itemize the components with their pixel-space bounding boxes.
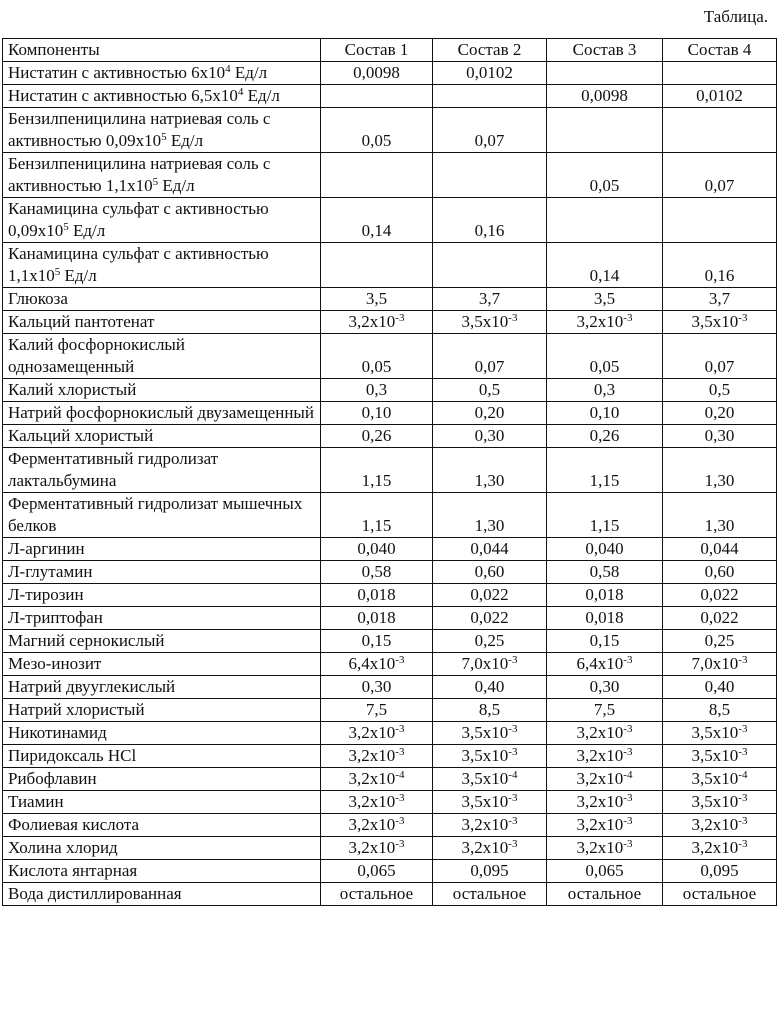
composition-4-value: 0,16 bbox=[663, 243, 777, 288]
component-name: Кальций хлористый bbox=[3, 425, 321, 448]
table-row bbox=[3, 860, 777, 883]
composition-2-value: $7,0х10^{-3}$ bbox=[433, 653, 547, 676]
table-row bbox=[3, 653, 777, 676]
component-name: Тиамин bbox=[3, 791, 321, 814]
composition-3-value: 0,040 bbox=[547, 538, 663, 561]
component-name: Фолиевая кислота bbox=[3, 814, 321, 837]
composition-4-value: 0,0102 bbox=[663, 85, 777, 108]
composition-3-value: 0,58 bbox=[547, 561, 663, 584]
composition-2-value: остальное bbox=[433, 883, 547, 906]
composition-2-value: 0,25 bbox=[433, 630, 547, 653]
component-name: Л-аргинин bbox=[3, 538, 321, 561]
table-row bbox=[3, 379, 777, 402]
composition-3-value bbox=[547, 62, 663, 85]
composition-2-value: $3,5х10^{-3}$ bbox=[433, 745, 547, 768]
component-name: Глюкоза bbox=[3, 288, 321, 311]
composition-2-value: 1,30 bbox=[433, 448, 547, 493]
table-row bbox=[3, 153, 777, 198]
component-name: Натрий хлористый bbox=[3, 699, 321, 722]
table-row bbox=[3, 791, 777, 814]
composition-2-value: 0,20 bbox=[433, 402, 547, 425]
component-name: Кальций пантотенат bbox=[3, 311, 321, 334]
composition-3-value: 1,15 bbox=[547, 448, 663, 493]
composition-4-value: 0,07 bbox=[663, 334, 777, 379]
component-name: Магний сернокислый bbox=[3, 630, 321, 653]
table-row bbox=[3, 584, 777, 607]
composition-2-value bbox=[433, 243, 547, 288]
composition-2-value: 0,07 bbox=[433, 108, 547, 153]
composition-2-value: 0,5 bbox=[433, 379, 547, 402]
table-caption: Таблица. bbox=[703, 7, 768, 26]
composition-3-value: 0,10 bbox=[547, 402, 663, 425]
component-name: Натрий двууглекислый bbox=[3, 676, 321, 699]
composition-2-value: 0,60 bbox=[433, 561, 547, 584]
header-composition-1: Состав 1 bbox=[321, 39, 433, 62]
composition-4-value: $3,5х10^{-4}$ bbox=[663, 768, 777, 791]
composition-3-value: 0,018 bbox=[547, 584, 663, 607]
composition-4-value: $3,2х10^{-3}$ bbox=[663, 814, 777, 837]
composition-4-value: $3,2х10^{-3}$ bbox=[663, 837, 777, 860]
composition-3-value: $3,2х10^{-3}$ bbox=[547, 791, 663, 814]
composition-2-value: 3,7 bbox=[433, 288, 547, 311]
table-row bbox=[3, 630, 777, 653]
composition-4-value: 0,022 bbox=[663, 584, 777, 607]
composition-3-value: 0,05 bbox=[547, 153, 663, 198]
composition-3-value: $3,2х10^{-3}$ bbox=[547, 837, 663, 860]
composition-1-value: 0,05 bbox=[321, 108, 433, 153]
composition-1-value: 7,5 bbox=[321, 699, 433, 722]
composition-2-value bbox=[433, 153, 547, 198]
composition-2-value: 0,095 bbox=[433, 860, 547, 883]
composition-2-value: 0,044 bbox=[433, 538, 547, 561]
composition-1-value: 1,15 bbox=[321, 493, 433, 538]
composition-3-value: 0,15 bbox=[547, 630, 663, 653]
composition-table bbox=[2, 38, 777, 906]
composition-2-value: $3,2х10^{-3}$ bbox=[433, 837, 547, 860]
composition-4-value: 0,022 bbox=[663, 607, 777, 630]
table-row bbox=[3, 538, 777, 561]
component-name: Л-глутамин bbox=[3, 561, 321, 584]
composition-1-value: 0,3 bbox=[321, 379, 433, 402]
table-row bbox=[3, 699, 777, 722]
composition-4-value bbox=[663, 108, 777, 153]
composition-2-value: $3,5х10^{-3}$ bbox=[433, 791, 547, 814]
composition-1-value: $3,2х10^{-4}$ bbox=[321, 768, 433, 791]
header-components: Компоненты bbox=[3, 39, 321, 62]
component-name: Бензилпеницилина натриевая соль с активностью $0,09х10^5$ Ед/л bbox=[3, 108, 321, 153]
table-row bbox=[3, 837, 777, 860]
table-row bbox=[3, 243, 777, 288]
component-name: Канамицина сульфат с активностью $1,1х10^5$ Ед/л bbox=[3, 243, 321, 288]
composition-1-value: 0,30 bbox=[321, 676, 433, 699]
composition-3-value: 0,3 bbox=[547, 379, 663, 402]
component-name: Кислота янтарная bbox=[3, 860, 321, 883]
header-composition-4: Состав 4 bbox=[663, 39, 777, 62]
composition-3-value: $3,2х10^{-3}$ bbox=[547, 814, 663, 837]
composition-2-value: 0,30 bbox=[433, 425, 547, 448]
component-name: Л-тирозин bbox=[3, 584, 321, 607]
header-composition-3: Состав 3 bbox=[547, 39, 663, 62]
composition-2-value: $3,5х10^{-4}$ bbox=[433, 768, 547, 791]
composition-4-value: $3,5х10^{-3}$ bbox=[663, 722, 777, 745]
composition-3-value: 0,018 bbox=[547, 607, 663, 630]
composition-3-value: 3,5 bbox=[547, 288, 663, 311]
composition-3-value: 0,065 bbox=[547, 860, 663, 883]
table-row bbox=[3, 814, 777, 837]
composition-1-value: 0,14 bbox=[321, 198, 433, 243]
composition-4-value: 1,30 bbox=[663, 448, 777, 493]
composition-2-value: 0,022 bbox=[433, 607, 547, 630]
composition-1-value: 1,15 bbox=[321, 448, 433, 493]
composition-3-value: $3,2х10^{-3}$ bbox=[547, 722, 663, 745]
composition-1-value: 0,10 bbox=[321, 402, 433, 425]
table-row bbox=[3, 768, 777, 791]
composition-1-value: остальное bbox=[321, 883, 433, 906]
table-body bbox=[3, 62, 777, 906]
composition-3-value: $3,2х10^{-3}$ bbox=[547, 745, 663, 768]
header-composition-2: Состав 2 bbox=[433, 39, 547, 62]
composition-2-value bbox=[433, 85, 547, 108]
composition-4-value: 1,30 bbox=[663, 493, 777, 538]
composition-1-value: 0,018 bbox=[321, 607, 433, 630]
composition-4-value: 0,07 bbox=[663, 153, 777, 198]
composition-3-value: 1,15 bbox=[547, 493, 663, 538]
component-name: Канамицина сульфат с активностью $0,09х10^5$ Ед/л bbox=[3, 198, 321, 243]
composition-4-value: 0,60 bbox=[663, 561, 777, 584]
component-name: Пиридоксаль HCl bbox=[3, 745, 321, 768]
component-name: Рибофлавин bbox=[3, 768, 321, 791]
composition-1-value: $3,2х10^{-3}$ bbox=[321, 814, 433, 837]
composition-4-value bbox=[663, 62, 777, 85]
table-row bbox=[3, 448, 777, 493]
table-row bbox=[3, 402, 777, 425]
table-row bbox=[3, 883, 777, 906]
table-row bbox=[3, 745, 777, 768]
composition-1-value: 0,018 bbox=[321, 584, 433, 607]
table-row bbox=[3, 561, 777, 584]
composition-1-value: $3,2х10^{-3}$ bbox=[321, 311, 433, 334]
composition-3-value bbox=[547, 198, 663, 243]
table-row bbox=[3, 62, 777, 85]
table-row bbox=[3, 493, 777, 538]
composition-4-value: $3,5х10^{-3}$ bbox=[663, 791, 777, 814]
composition-2-value: 0,0102 bbox=[433, 62, 547, 85]
composition-3-value: $3,2х10^{-4}$ bbox=[547, 768, 663, 791]
composition-4-value: 0,20 bbox=[663, 402, 777, 425]
component-name: Ферментативный гидролизат лактальбумина bbox=[3, 448, 321, 493]
table-row bbox=[3, 425, 777, 448]
component-name: Нистатин с активностью $6х10^4$ Ед/л bbox=[3, 62, 321, 85]
composition-4-value: 0,044 bbox=[663, 538, 777, 561]
component-name: Вода дистиллированная bbox=[3, 883, 321, 906]
composition-3-value: 0,30 bbox=[547, 676, 663, 699]
component-name: Калий хлористый bbox=[3, 379, 321, 402]
composition-2-value: $3,5х10^{-3}$ bbox=[433, 722, 547, 745]
composition-3-value: 0,0098 bbox=[547, 85, 663, 108]
composition-2-value: 1,30 bbox=[433, 493, 547, 538]
composition-3-value: 0,26 bbox=[547, 425, 663, 448]
composition-3-value: $6,4х10^{-3}$ bbox=[547, 653, 663, 676]
composition-4-value: 0,40 bbox=[663, 676, 777, 699]
component-name: Нистатин с активностью $6,5х10^4$ Ед/л bbox=[3, 85, 321, 108]
table-row bbox=[3, 334, 777, 379]
component-name: Натрий фосфорнокислый двузамещенный bbox=[3, 402, 321, 425]
component-name: Никотинамид bbox=[3, 722, 321, 745]
composition-2-value: $3,5х10^{-3}$ bbox=[433, 311, 547, 334]
composition-4-value: 0,095 bbox=[663, 860, 777, 883]
composition-1-value: 0,040 bbox=[321, 538, 433, 561]
table-row bbox=[3, 108, 777, 153]
composition-3-value: остальное bbox=[547, 883, 663, 906]
composition-4-value: 0,5 bbox=[663, 379, 777, 402]
composition-1-value: 0,15 bbox=[321, 630, 433, 653]
composition-4-value: 0,25 bbox=[663, 630, 777, 653]
component-name: Бензилпеницилина натриевая соль с активностью $1,1х10^5$ Ед/л bbox=[3, 153, 321, 198]
composition-2-value: 0,16 bbox=[433, 198, 547, 243]
header-row bbox=[3, 39, 777, 62]
composition-2-value: 0,40 bbox=[433, 676, 547, 699]
composition-4-value: $7,0х10^{-3}$ bbox=[663, 653, 777, 676]
composition-1-value: $3,2х10^{-3}$ bbox=[321, 837, 433, 860]
table-row bbox=[3, 607, 777, 630]
composition-3-value: 7,5 bbox=[547, 699, 663, 722]
table-row bbox=[3, 85, 777, 108]
composition-1-value: $3,2х10^{-3}$ bbox=[321, 745, 433, 768]
composition-2-value: $3,2х10^{-3}$ bbox=[433, 814, 547, 837]
composition-1-value: 3,5 bbox=[321, 288, 433, 311]
composition-1-value: $3,2х10^{-3}$ bbox=[321, 722, 433, 745]
composition-1-value: 0,05 bbox=[321, 334, 433, 379]
composition-3-value: $3,2х10^{-3}$ bbox=[547, 311, 663, 334]
composition-1-value: 0,26 bbox=[321, 425, 433, 448]
composition-4-value: 0,30 bbox=[663, 425, 777, 448]
component-name: Холина хлорид bbox=[3, 837, 321, 860]
composition-3-value: 0,05 bbox=[547, 334, 663, 379]
composition-4-value: $3,5х10^{-3}$ bbox=[663, 311, 777, 334]
composition-1-value: $3,2х10^{-3}$ bbox=[321, 791, 433, 814]
component-name: Ферментативный гидролизат мышечных белков bbox=[3, 493, 321, 538]
composition-1-value bbox=[321, 85, 433, 108]
component-name: Калий фосфорнокислый однозамещенный bbox=[3, 334, 321, 379]
table-row bbox=[3, 722, 777, 745]
composition-4-value: 8,5 bbox=[663, 699, 777, 722]
composition-1-value: 0,0098 bbox=[321, 62, 433, 85]
composition-3-value bbox=[547, 108, 663, 153]
table-row bbox=[3, 676, 777, 699]
table-row bbox=[3, 311, 777, 334]
composition-2-value: 0,022 bbox=[433, 584, 547, 607]
table-row bbox=[3, 198, 777, 243]
composition-2-value: 8,5 bbox=[433, 699, 547, 722]
composition-1-value: 0,065 bbox=[321, 860, 433, 883]
component-name: Мезо-инозит bbox=[3, 653, 321, 676]
composition-2-value: 0,07 bbox=[433, 334, 547, 379]
composition-1-value: 0,58 bbox=[321, 561, 433, 584]
component-name: Л-триптофан bbox=[3, 607, 321, 630]
composition-4-value: остальное bbox=[663, 883, 777, 906]
composition-1-value bbox=[321, 243, 433, 288]
composition-1-value bbox=[321, 153, 433, 198]
composition-1-value: $6,4х10^{-3}$ bbox=[321, 653, 433, 676]
composition-4-value: $3,5х10^{-3}$ bbox=[663, 745, 777, 768]
composition-4-value bbox=[663, 198, 777, 243]
composition-3-value: 0,14 bbox=[547, 243, 663, 288]
table-row bbox=[3, 288, 777, 311]
composition-4-value: 3,7 bbox=[663, 288, 777, 311]
